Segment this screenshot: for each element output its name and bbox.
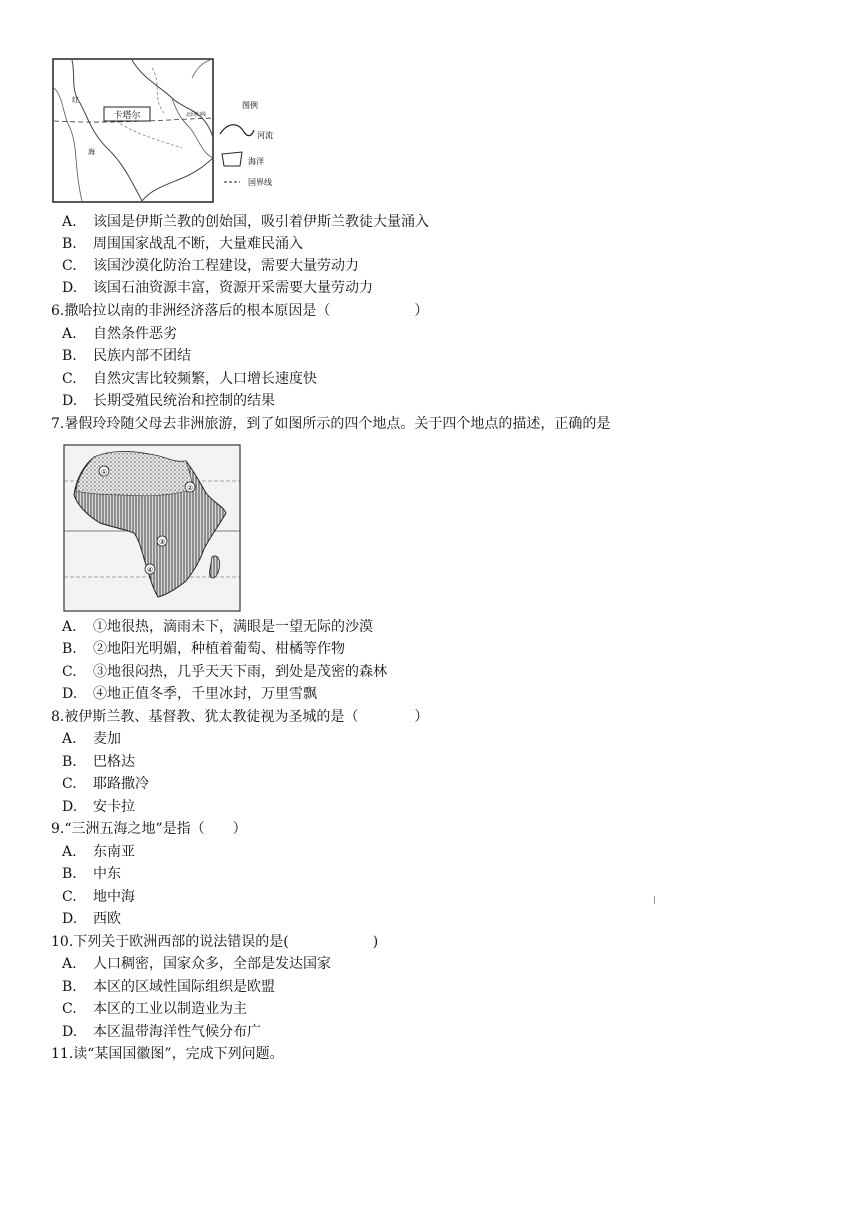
- q7-option-c: C. ③地很闷热，几乎天天下雨，到处是茂密的森林: [62, 664, 387, 680]
- q11-stem: 11.读“某国国徽图”，完成下列问题。: [51, 1046, 284, 1062]
- q9-option-b: B. 中东: [62, 866, 121, 882]
- country-label: 卡塔尔: [113, 111, 141, 121]
- q5-option-a: A. 该国是伊斯兰教的创始国，吸引着伊斯兰教徒大量涌入: [62, 214, 429, 230]
- q9-option-d: D. 西欧: [62, 911, 121, 927]
- marker-3: ③: [158, 538, 166, 546]
- q9-stem: 9.“三洲五海之地”是指（ ）: [51, 821, 247, 837]
- qatar-region-map: [52, 58, 314, 204]
- q10-option-d: D. 本区温带海洋性气候分布广: [62, 1024, 261, 1040]
- q7-option-b: B. ②地阳光明媚，种植着葡萄、柑橘等作物: [62, 641, 345, 657]
- africa-map: [54, 437, 250, 613]
- sea-label-1: 红: [72, 96, 79, 104]
- q7-option-a: A. ①地很热，滴雨未下，满眼是一望无际的沙漠: [62, 619, 373, 635]
- q10-option-a: A. 人口稠密，国家众多，全部是发达国家: [62, 956, 331, 972]
- q6-option-c: C. 自然灾害比较频繁，人口增长速度快: [62, 371, 317, 387]
- legend-title: 图例: [242, 101, 258, 110]
- marker-2: ②: [186, 484, 194, 492]
- q5-option-d: D. 该国石油资源丰富，资源开采需要大量劳动力: [62, 280, 373, 296]
- q7-option-d: D. ④地正值冬季，千里冰封，万里雪飘: [62, 686, 317, 702]
- q8-option-a: A. 麦加: [62, 731, 121, 747]
- stray-mark: [654, 896, 655, 904]
- legend-ocean-label: 海洋: [248, 157, 264, 166]
- q10-stem: 10.下列关于欧洲西部的说法错误的是( ): [51, 934, 379, 950]
- tropic-label: 北回归线: [186, 112, 207, 118]
- q8-option-c: C. 耶路撒冷: [62, 776, 149, 792]
- q6-option-b: B. 民族内部不团结: [62, 348, 191, 364]
- river-legend-symbol: [220, 125, 254, 136]
- ocean-legend-symbol: [222, 152, 242, 166]
- q10-option-c: C. 本区的工业以制造业为主: [62, 1001, 247, 1017]
- q6-option-d: D. 长期受殖民统治和控制的结果: [62, 393, 275, 409]
- marker-1: ①: [100, 468, 108, 476]
- q8-option-b: B. 巴格达: [62, 754, 135, 770]
- q9-option-c: C. 地中海: [62, 889, 135, 905]
- legend-river-label: 河流: [257, 131, 273, 140]
- q8-stem: 8.被伊斯兰教、基督教、犹太教徒视为圣城的是（ ）: [51, 709, 429, 725]
- q10-option-b: B. 本区的区域性国际组织是欧盟: [62, 979, 275, 995]
- q6-option-a: A. 自然条件恶劣: [62, 326, 177, 342]
- q6-stem: 6.撒哈拉以南的非洲经济落后的根本原因是（ ）: [51, 303, 429, 319]
- q8-option-d: D. 安卡拉: [62, 799, 135, 815]
- q9-option-a: A. 东南亚: [62, 844, 135, 860]
- q7-stem: 7.暑假玲玲随父母去非洲旅游，到了如图所示的四个地点。关于四个地点的描述，正确的是: [51, 416, 611, 432]
- marker-4: ④: [146, 566, 154, 574]
- sea-label-2: 海: [88, 148, 95, 156]
- legend-border-label: 国界线: [248, 178, 272, 187]
- q5-option-b: B. 周围国家战乱不断，大量难民涌入: [62, 236, 303, 252]
- q5-option-c: C. 该国沙漠化防治工程建设，需要大量劳动力: [62, 258, 359, 274]
